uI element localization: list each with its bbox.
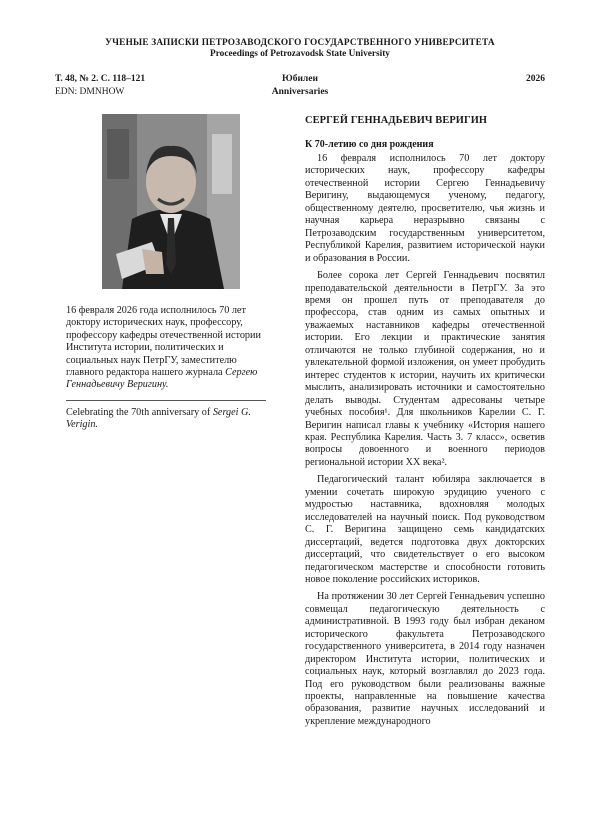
caption-en bbox=[66, 407, 276, 432]
section-ru: Юбилеи bbox=[282, 74, 318, 84]
journal-header bbox=[0, 38, 600, 60]
caption-ru-text: 16 февраля 2026 года исполнилось 70 лет доктору исторических наук, профессору, профессору кафедры отечественной истории Института истории, политических и социальных наук ПетрГУ, заместителю главного редактора нашего журнала bbox=[66, 305, 261, 379]
caption-ru bbox=[66, 305, 276, 392]
article-paragraph-4: На протяжении 30 лет Сергей Геннадьевич успешно совмещал педагогическую деятельность с административной. В 1993 году был избран деканом исторического факультета Петрозаводского государственного университета, в 2014 году назначен директором Института истории, политических и социальных наук, который возглавлял до 2023 года. Под его руководством были реализованы важные проекты, направленные на повышение качества образования, развитие научных исследований и укрепление международного bbox=[305, 591, 545, 727]
article-paragraph-3: Педагогический талант юбиляра заключается в умении сочетать широкую эрудицию ученого с мудростью наставника, вдохновляя молодых исследователей на научный поиск. Под руководством С. Г. Веригина защищено семь кандидатских диссертаций, ведется подготовка двух докторских диссертаций, что свидетельствует о его высоком педагогическом мастерстве и способности готовить новое поколение российских историков. bbox=[305, 474, 545, 585]
portrait-photo bbox=[102, 114, 240, 289]
year: 2026 bbox=[526, 74, 545, 84]
caption-divider bbox=[66, 400, 266, 401]
article-column bbox=[305, 114, 545, 733]
journal-title-en: Proceedings of Petrozavodsk State University bbox=[210, 49, 390, 59]
caption-en-name: Sergei G. Verigin. bbox=[66, 406, 251, 431]
citation: Т. 48, № 2. С. 118–121 bbox=[55, 74, 146, 84]
caption-column bbox=[66, 305, 276, 432]
portrait-illustration bbox=[102, 114, 240, 289]
edn: EDN: DMNHOW bbox=[55, 87, 125, 97]
article-paragraph-1: 16 февраля исполнилось 70 лет доктору исторических наук, профессору кафедры отечественной истории Сергею Геннадьевичу Веригину, выдающемуся ученому, педагогу, общественному деятелю, просветителю, чья жизнь и научная карьера неразрывно связаны с Петрозаводским государственным университетом, Республикой Карелия, развитием исторической науки и образования в России. bbox=[305, 153, 545, 264]
article-title: СЕРГЕЙ ГЕННАДЬЕВИЧ ВЕРИГИН bbox=[305, 115, 488, 126]
article-subtitle: К 70-летию со дня рождения bbox=[305, 139, 434, 150]
caption-ru-name: Сергею Геннадьевичу Веригину. bbox=[66, 367, 258, 391]
article-paragraph-2: Более сорока лет Сергей Геннадьевич посвятил преподавательской деятельности в ПетрГУ. За это время он прошел путь от преподавателя до профессора, став одним из самых опытных и уважаемых наставников кафедры отечественной истории. Его лекции и практические занятия отличаются не только глубиной содержания, но и увлекательной формой изложения, он умеет пробудить интерес студентов к истории, научить их критически мыслить, анализировать источники и самостоятельно делать выводы. Студентам адресованы четыре учебных пособия¹. Для школьников Карелии С. Г. Веригин написал главы к учебнику «История нашего края. Республика Карелия. Часть 3. 7 класс», осветив вопросы довоенного и военного периодов региональной истории XX века². bbox=[305, 270, 545, 468]
journal-title-ru: УЧЕНЫЕ ЗАПИСКИ ПЕТРОЗАВОДСКОГО ГОСУДАРСТВЕННОГО УНИВЕРСИТЕТА bbox=[105, 38, 495, 48]
caption-en-text: Celebrating the 70th anniversary of bbox=[66, 406, 211, 418]
section-en: Anniversaries bbox=[271, 87, 329, 97]
